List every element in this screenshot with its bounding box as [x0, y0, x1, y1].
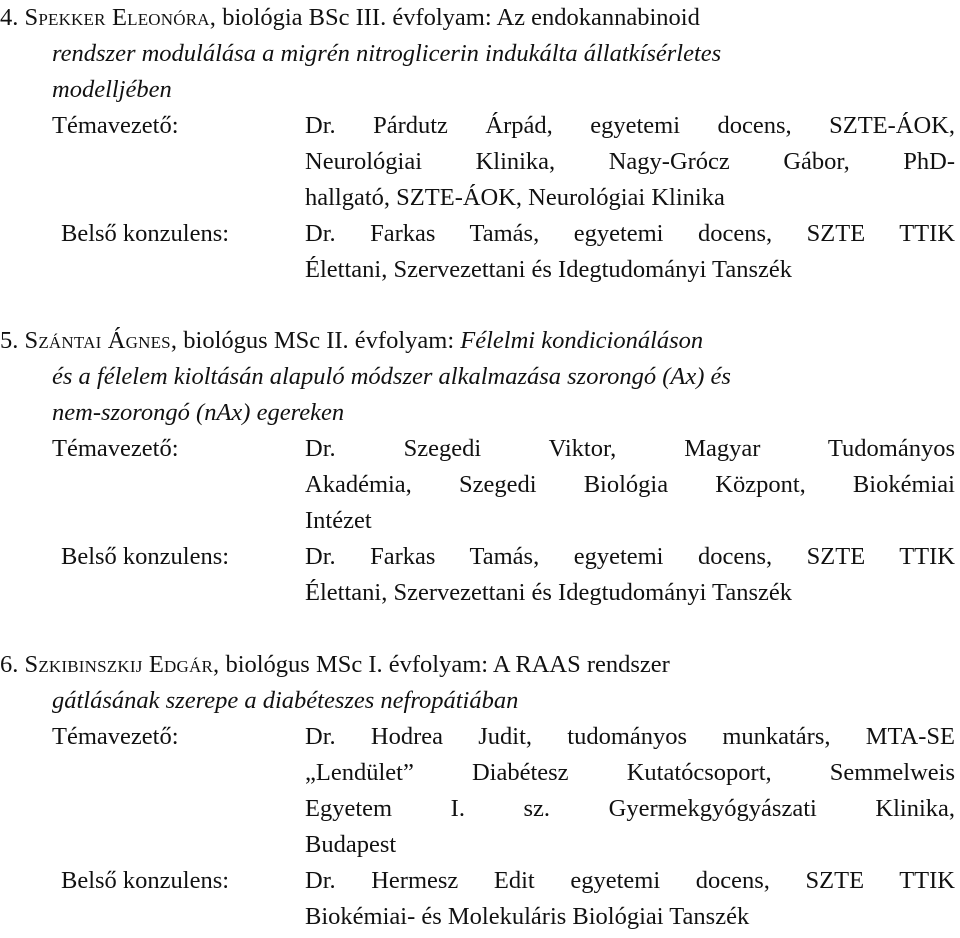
entry-4	[0, 0, 960, 288]
consultant-label: Belső konzulens:	[61, 867, 230, 894]
supervisor-line: Akadémia, Szegedi Biológia Központ, Biokémiai	[305, 471, 955, 498]
thesis-title-start: A RAAS rendszer	[492, 651, 670, 678]
consultant-value	[305, 539, 955, 611]
supervisor-row	[0, 431, 960, 539]
consultant-line: Élettani, Szervezettani és Idegtudományi Tanszék	[305, 256, 792, 283]
consultant-label: Belső konzulens:	[61, 220, 230, 247]
supervisor-line: Intézet	[305, 507, 372, 534]
entry-number: 5.	[0, 327, 19, 354]
entry-heading	[0, 323, 955, 431]
entry-5	[0, 323, 960, 611]
supervisor-row	[0, 719, 960, 863]
supervisor-line: „Lendület” Diabétesz Kutatócsoport, Semmelweis	[305, 759, 955, 786]
supervisor-value	[305, 108, 955, 216]
consultant-row	[0, 863, 960, 935]
entry-heading	[0, 0, 955, 108]
entry-number: 6.	[0, 651, 19, 678]
student-program: biológus MSc II. évfolyam:	[183, 327, 455, 354]
supervisor-line: Dr. Szegedi Viktor, Magyar Tudományos	[305, 435, 955, 462]
supervisor-label: Témavezető:	[52, 112, 179, 139]
consultant-label: Belső konzulens:	[61, 543, 230, 570]
entry-6	[0, 647, 960, 935]
thesis-title-line: modelljében	[52, 76, 172, 103]
supervisor-label: Témavezető:	[52, 723, 179, 750]
thesis-title-start: Félelmi kondicionáláson	[460, 327, 704, 354]
student-program: biológus MSc I. évfolyam:	[225, 651, 489, 678]
entry-number: 4.	[0, 4, 19, 31]
supervisor-line: Budapest	[305, 831, 397, 858]
thesis-title-line: rendszer modulálása a migrén nitroglicerin indukálta állatkísérletes	[52, 40, 722, 67]
supervisor-value	[305, 431, 955, 539]
consultant-line: Dr. Hermesz Edit egyetemi docens, SZTE TTIK	[305, 867, 955, 894]
supervisor-line: hallgató, SZTE-ÁOK, Neurológiai Klinika	[305, 184, 725, 211]
student-name: Szkibinszkij Edgár,	[24, 651, 220, 678]
consultant-row	[0, 216, 960, 288]
consultant-line: Élettani, Szervezettani és Idegtudományi Tanszék	[305, 579, 792, 606]
student-name: Spekker Eleonóra,	[24, 4, 217, 31]
consultant-line: Biokémiai- és Molekuláris Biológiai Tanszék	[305, 903, 750, 930]
student-program: biológia BSc III. évfolyam:	[222, 4, 492, 31]
thesis-title-start: Az endokannabinoid	[496, 4, 700, 31]
entry-heading	[0, 647, 955, 719]
thesis-title-line: gátlásának szerepe a diabéteszes nefropátiában	[52, 687, 519, 714]
supervisor-label: Témavezető:	[52, 435, 179, 462]
consultant-row	[0, 539, 960, 611]
consultant-line: Dr. Farkas Tamás, egyetemi docens, SZTE TTIK	[305, 220, 955, 247]
consultant-value	[305, 863, 955, 935]
supervisor-line: Egyetem I. sz. Gyermekgyógyászati Klinika,	[305, 795, 955, 822]
thesis-title-line: és a félelem kioltásán alapuló módszer alkalmazása szorongó (Ax) és	[52, 363, 731, 390]
supervisor-row	[0, 108, 960, 216]
supervisor-line: Dr. Párdutz Árpád, egyetemi docens, SZTE-ÁOK,	[305, 112, 955, 139]
consultant-line: Dr. Farkas Tamás, egyetemi docens, SZTE TTIK	[305, 543, 955, 570]
consultant-value	[305, 216, 955, 288]
supervisor-line: Neurológiai Klinika, Nagy-Grócz Gábor, PhD-	[305, 148, 955, 175]
supervisor-value	[305, 719, 955, 863]
supervisor-line: Dr. Hodrea Judit, tudományos munkatárs, MTA-SE	[305, 723, 955, 750]
student-name: Szántai Ágnes,	[24, 327, 178, 354]
thesis-title-line: nem-szorongó (nAx) egereken	[52, 399, 345, 426]
